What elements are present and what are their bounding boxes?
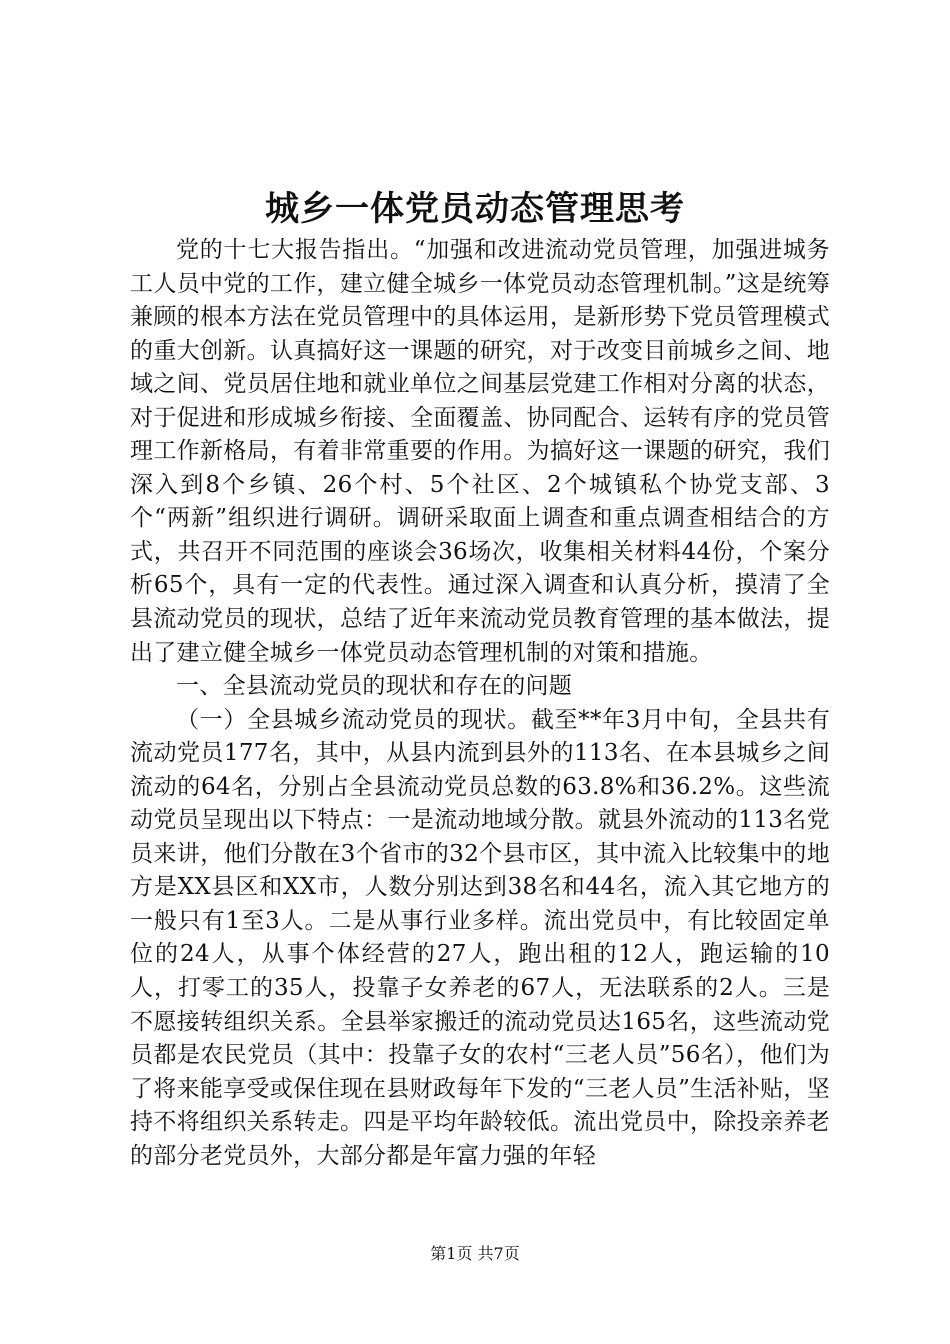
paragraph-status: （一）全县城乡流动党员的现状。截至**年3月中旬，全县共有流动党员177名，其中，从县内流到县外的113名、在本县城乡之间流动的64名，分别占全县流动党员总数的63.8%和36.2%。这些流动党员呈现出以下特点：一是流动地域分散。就县外流动的113名党员来讲，他们分散在3个省市的32个县市区，其中流入比较集中的地方是XX县区和XX市，人数分别达到38名和44名，流入其它地方的一般只有1至3人。二是从事行业多样。流出党员中，有比较固定单位的24人，从事个体经营的27人，跑出租的12人，跑运输的10人，打零工的35人，投靠子女养老的67人，无法联系的2人。三是不愿接转组织关系。全县举家搬迁的流动党员达165名，这些流动党员都是农民党员（其中：投靠子女的农村“三老人员”56名），他们为了将来能享受或保住现在县财政每年下发的“三老人员”生活补贴，坚持不将组织关系转走。四是平均年龄较低。流出党员中，除投亲养老的部分老党员外，大部分都是年富力强的年轻: [130, 706, 830, 1169]
document-title: 城乡一体党员动态管理思考: [265, 189, 685, 229]
page-footer: 第1页 共7页: [430, 1244, 520, 1263]
document-body: [130, 234, 830, 1173]
section-heading: 一、全县流动党员的现状和存在的问题: [176, 673, 573, 700]
paragraph-intro: 党的十七大报告指出。“加强和改进流动党员管理，加强进城务工人员中党的工作，建立健全城乡一体党员动态管理机制。”这是统筹兼顾的根本方法在党员管理中的具体运用，是新形势下党员管理模式的重大创新。认真搞好这一课题的研究，对于改变目前城乡之间、地域之间、党员居住地和就业单位之间基层党建工作相对分离的状态，对于促进和形成城乡衔接、全面覆盖、协同配合、运转有序的党员管理工作新格局，有着非常重要的作用。为搞好这一课题的研究，我们深入到8个乡镇、26个村、5个社区、2个城镇私个协党支部、3个“两新”组织进行调研。调研采取面上调查和重点调查相结合的方式，共召开不同范围的座谈会36场次，收集相关材料44份，个案分析65个，具有一定的代表性。通过深入调查和认真分析，摸清了全县流动党员的现状，总结了近年来流动党员教育管理的基本做法，提出了建立健全城乡一体党员动态管理机制的对策和措施。: [130, 237, 830, 666]
